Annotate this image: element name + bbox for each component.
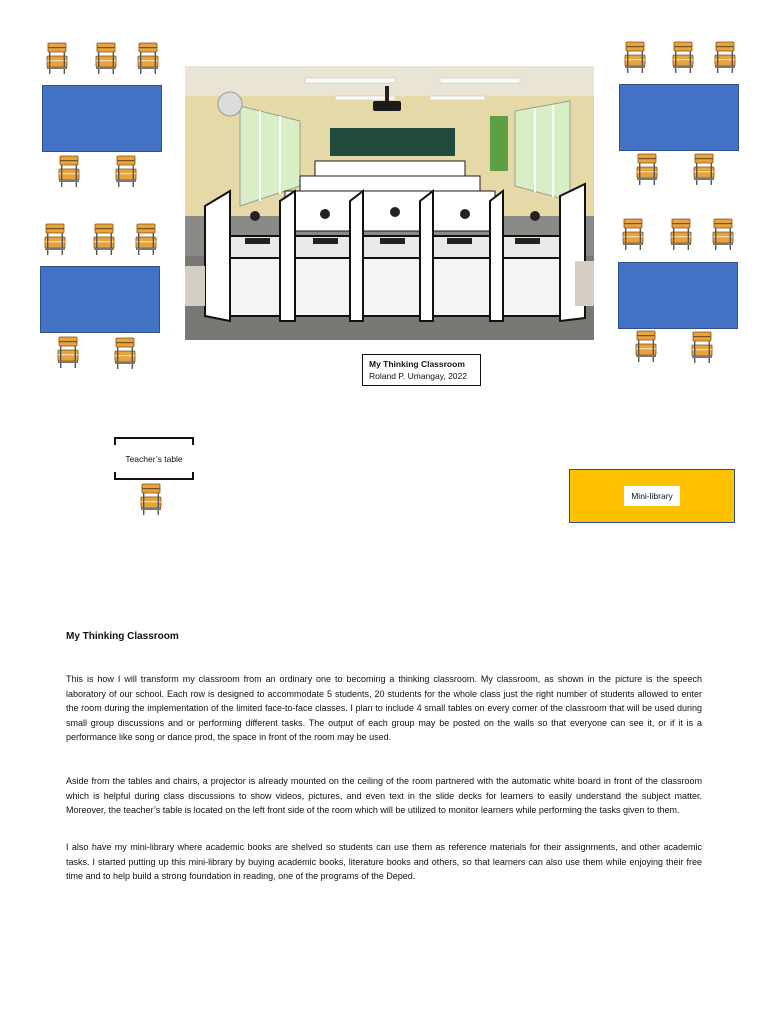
article-paragraph: Aside from the tables and chairs, a projector is already mounted on the ceiling of the room partnered with the automatic white board in front of the classroom which is helpful during class discussions to show videos, pictures, and even text in the slide decks for learners to easily understand the subject matter. Moreover, the teacher’s table is located on the left front side of the room which will be utilized to monitor learners while performing the tasks given to them. — [66, 776, 702, 815]
article-paragraph: This is how I will transform my classroom from an ordinary one to becoming a thinking classroom. My classroom, as shown in the picture is the speech laboratory of our school. Each row is designed to accommodate 5 students, 20 students for the whole class just the right number of students allowed to enter the room during the implementation of the limited face-to-face classes. I plan to include 4 small tables on every corner of the classroom that will be used during small group discussions and or performing different tasks. The output of each group may be posted on the walls so that everyone can see it, or if it is a performance like song or dance prod, the space in front of the room may be used. — [66, 674, 702, 742]
group-table-bottom-right — [618, 262, 738, 329]
chair-icon — [693, 153, 715, 187]
chair-icon — [140, 483, 162, 517]
chair-icon — [691, 331, 713, 365]
mini-library-label: Mini-library — [624, 486, 680, 506]
chair-icon — [95, 42, 117, 76]
chair-icon — [58, 155, 80, 189]
chair-icon — [624, 41, 646, 75]
chair-icon — [44, 223, 66, 257]
photo-caption — [362, 354, 481, 386]
group-table-bottom-left — [40, 266, 160, 333]
article-paragraph: I also have my mini-library where academic books are shelved so students can use them as reference materials for their assignments, and other academic tasks. I started putting up this mini-library by buying academic books, literature books and others, so that learners can also use them while enjoying their free time and to help build a strong foundation in reading, one of the programs of the Deped. — [66, 842, 702, 881]
chair-icon — [57, 336, 79, 370]
chair-icon — [137, 42, 159, 76]
chair-icon — [672, 41, 694, 75]
chair-icon — [46, 42, 68, 76]
chair-icon — [712, 218, 734, 252]
chair-icon — [114, 337, 136, 371]
chair-icon — [714, 41, 736, 75]
chair-icon — [636, 153, 658, 187]
group-table-top-left — [42, 85, 162, 152]
chair-icon — [135, 223, 157, 257]
teacher-table-label: Teacher’s table — [125, 453, 183, 464]
classroom-photo — [185, 66, 594, 340]
article-heading: My Thinking Classroom — [66, 631, 179, 642]
caption-credit: Roland P. Umangay, 2022 — [369, 371, 467, 381]
group-table-top-right — [619, 84, 739, 151]
mini-library — [569, 469, 735, 523]
chair-icon — [635, 330, 657, 364]
caption-title: My Thinking Classroom — [369, 359, 465, 369]
chair-icon — [670, 218, 692, 252]
chair-icon — [115, 155, 137, 189]
chair-icon — [622, 218, 644, 252]
chair-icon — [93, 223, 115, 257]
teacher-table — [114, 437, 194, 480]
